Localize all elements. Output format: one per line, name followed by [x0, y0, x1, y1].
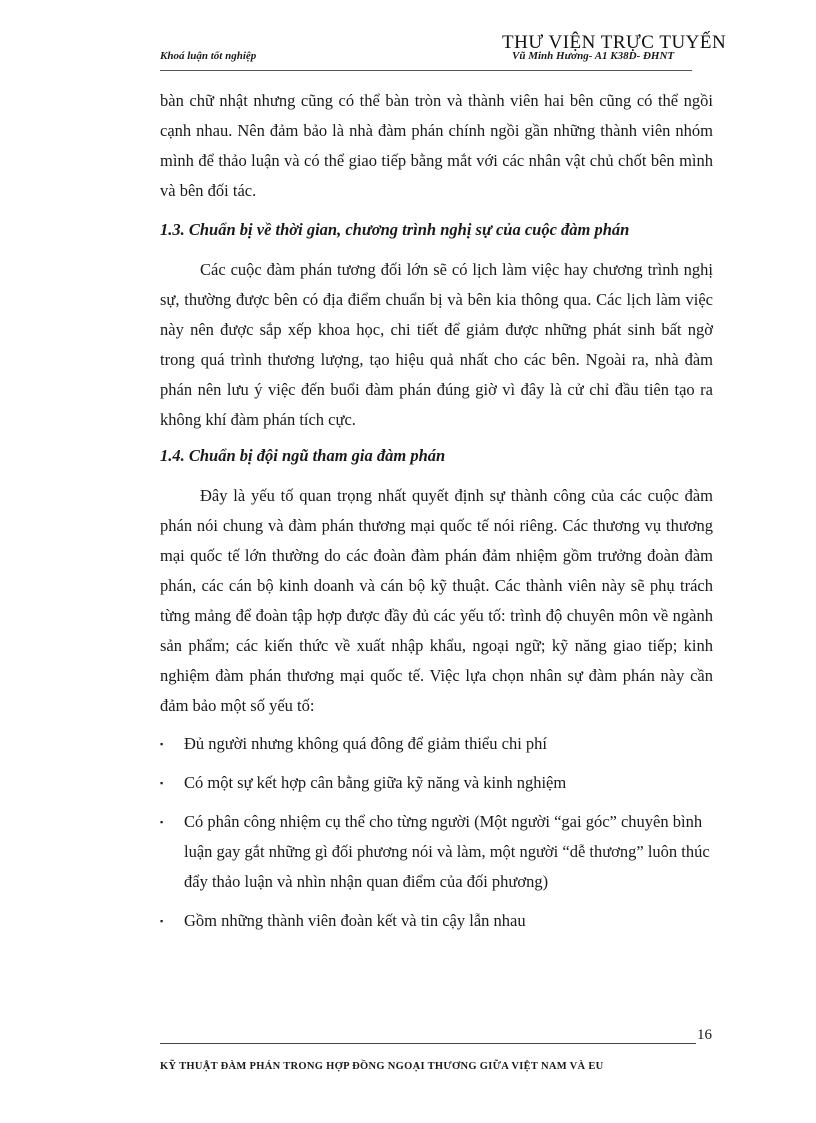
paragraph-section-1-4: Đây là yếu tố quan trọng nhất quyết định sự thành công của các cuộc đàm phán nói chung và đàm phán thương mại quốc tế nói riêng. Các thương vụ thương mại quốc tế lớn thường do các đoàn đàm phán đảm nhiệm gồm trưởng đoàn đàm phán, các cán bộ kinh doanh và cán bộ kỹ thuật. Các thành viên này sẽ phụ trách từng mảng để đoàn tập hợp được đầy đủ các yếu tố: trình độ chuyên môn về ngành sản phẩm; các kiến thức về xuất nhập khẩu, ngoại ngữ; kỹ năng giao tiếp; kinh nghiệm đàm phán thương mại quốc tế. Việc lựa chọn nhân sự đàm phán này cần đảm bảo một số yếu tố: [160, 486, 713, 715]
page-content [160, 86, 713, 945]
header-author: Vũ Minh Hương- A1 K38D- ĐHNT [512, 50, 675, 62]
footer-thesis-title: KỸ THUẬT ĐÀM PHÁN TRONG HỢP ĐỒNG NGOẠI THƯƠNG GIỮA VIỆT NAM VÀ EU [160, 1061, 604, 1072]
bullet-icon: ▪ [160, 778, 164, 788]
list-item [160, 906, 713, 936]
bullet-icon: ▪ [160, 739, 164, 749]
page-number: 16 [697, 1027, 712, 1043]
list-item-text: Đủ người nhưng không quá đông để giảm thiểu chi phí [184, 734, 547, 753]
paragraph-section-1-3: Các cuộc đàm phán tương đối lớn sẽ có lịch làm việc hay chương trình nghị sự, thường được bên có địa điểm chuẩn bị và bên kia thông qua. Các lịch làm việc này nên được sắp xếp khoa học, chi tiết để giảm được những phát sinh bất ngờ trong quá trình thương lượng, tạo hiệu quả nhất cho các bên. Ngoài ra, nhà đàm phán nên lưu ý việc đến buổi đàm phán đúng giờ vì đây là cử chỉ đầu tiên tạo ra không khí đàm phán tích cực. [160, 260, 713, 429]
list-item-text: Có phân công nhiệm cụ thể cho từng người (Một người “gai góc” chuyên bình luận gay gắt những gì đối phương nói và làm, một người “dễ thương” luôn thúc đẩy thảo luận và nhìn nhận quan điểm của đối phương) [184, 812, 710, 891]
list-item [160, 768, 713, 798]
bullet-icon: ▪ [160, 817, 164, 827]
paragraph-continued: bàn chữ nhật nhưng cũng có thể bàn tròn và thành viên hai bên cũng có thể ngồi cạnh nhau. Nên đảm bảo là nhà đàm phán chính ngồi gần những thành viên nhóm mình để thảo luận và có thể giao tiếp bằng mắt với các nhân vật chủ chốt bên mình và bên đối tác. [160, 91, 713, 200]
footer-rule [160, 1043, 696, 1044]
list-item-text: Có một sự kết hợp cân bằng giữa kỹ năng và kinh nghiệm [184, 773, 567, 792]
watermark-library: THƯ VIỆN TRỰC TUYẾN [502, 32, 727, 53]
list-item [160, 729, 713, 759]
bullet-icon: ▪ [160, 916, 164, 926]
requirements-list [160, 729, 713, 936]
list-item [160, 807, 713, 897]
heading-section-1-4: 1.4. Chuẩn bị đội ngũ tham gia đàm phán [160, 446, 446, 465]
heading-section-1-3: 1.3. Chuẩn bị về thời gian, chương trình nghị sự của cuộc đàm phán [160, 220, 630, 239]
list-item-text: Gồm những thành viên đoàn kết và tin cậy lẫn nhau [184, 911, 526, 930]
header-rule [160, 70, 692, 71]
header-thesis-label: Khoá luận tốt nghiệp [160, 50, 257, 62]
